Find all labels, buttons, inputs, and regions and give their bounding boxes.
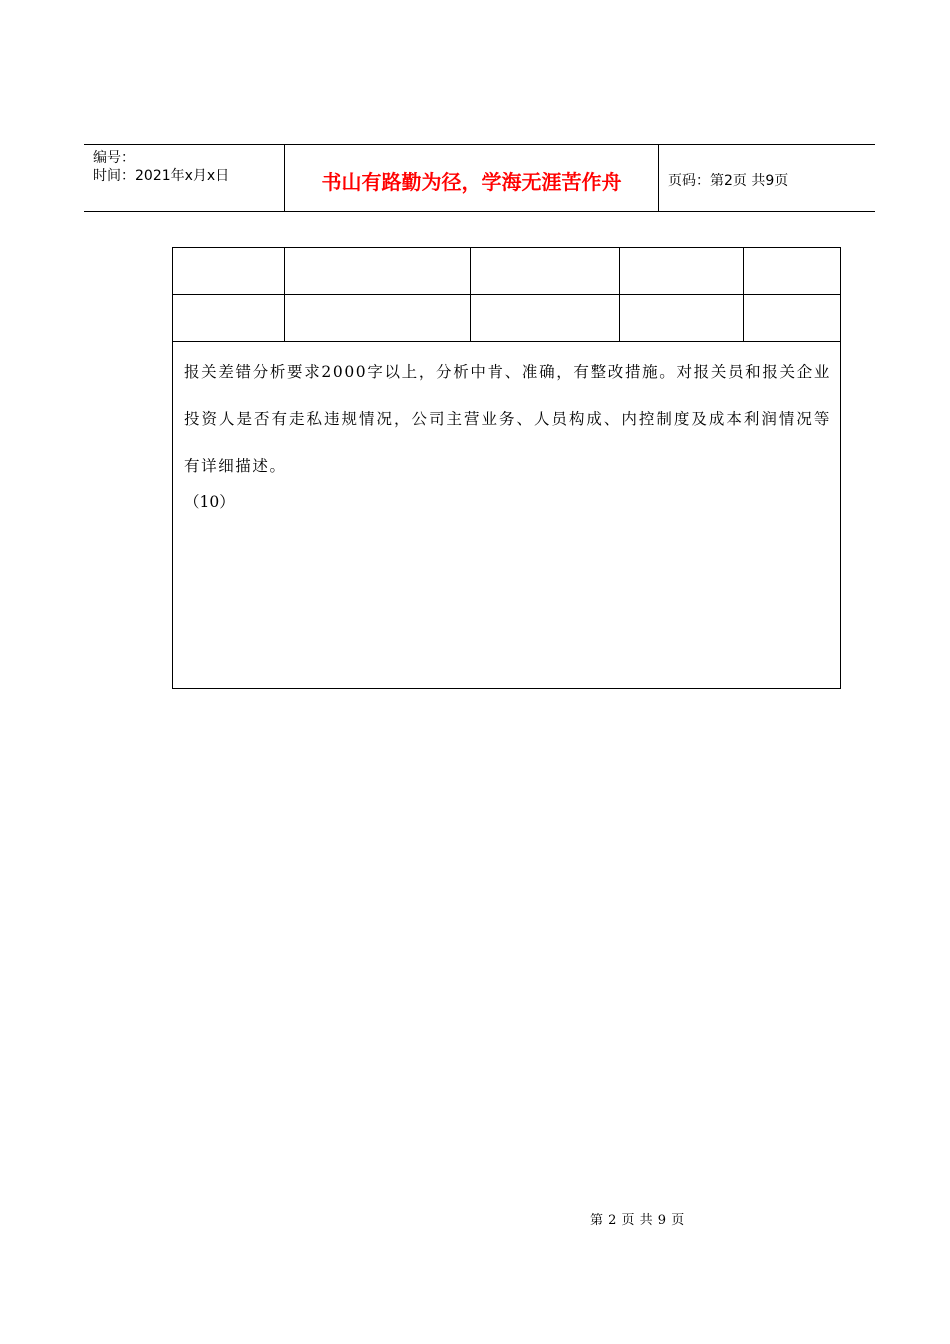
requirements-paragraph: 报关差错分析要求2000字以上，分析中肯、准确，有整改措施。对报关员和报关企业投资人是否有走私违规情况，公司主营业务、人员构成、内控制度及成本利润情况等有详细描述。 [184, 363, 831, 475]
page-footer: 第 2 页 共 9 页 [590, 1213, 685, 1228]
header-motto-cell [285, 145, 659, 211]
table-cell [744, 248, 841, 295]
table-row [173, 342, 841, 689]
content-table [172, 247, 841, 689]
table-cell [173, 248, 285, 295]
score-text: （10） [184, 493, 235, 511]
time-label: 时间：2021年x月x日 [93, 168, 230, 184]
table-row [173, 295, 841, 342]
table-cell [471, 295, 620, 342]
table-cell [173, 295, 285, 342]
page-header [84, 144, 875, 212]
requirements-cell [173, 342, 841, 689]
number-label: 编号： [93, 150, 135, 166]
table-row [173, 248, 841, 295]
page-info: 页码：第2页 共9页 [668, 173, 789, 189]
table-cell [285, 295, 471, 342]
table-cell [471, 248, 620, 295]
header-page-cell [659, 145, 875, 211]
table-cell [620, 295, 744, 342]
motto-text: 书山有路勤为径，学海无涯苦作舟 [321, 169, 622, 194]
header-meta-cell [84, 145, 285, 211]
table-cell [285, 248, 471, 295]
table-cell [744, 295, 841, 342]
table-cell [620, 248, 744, 295]
